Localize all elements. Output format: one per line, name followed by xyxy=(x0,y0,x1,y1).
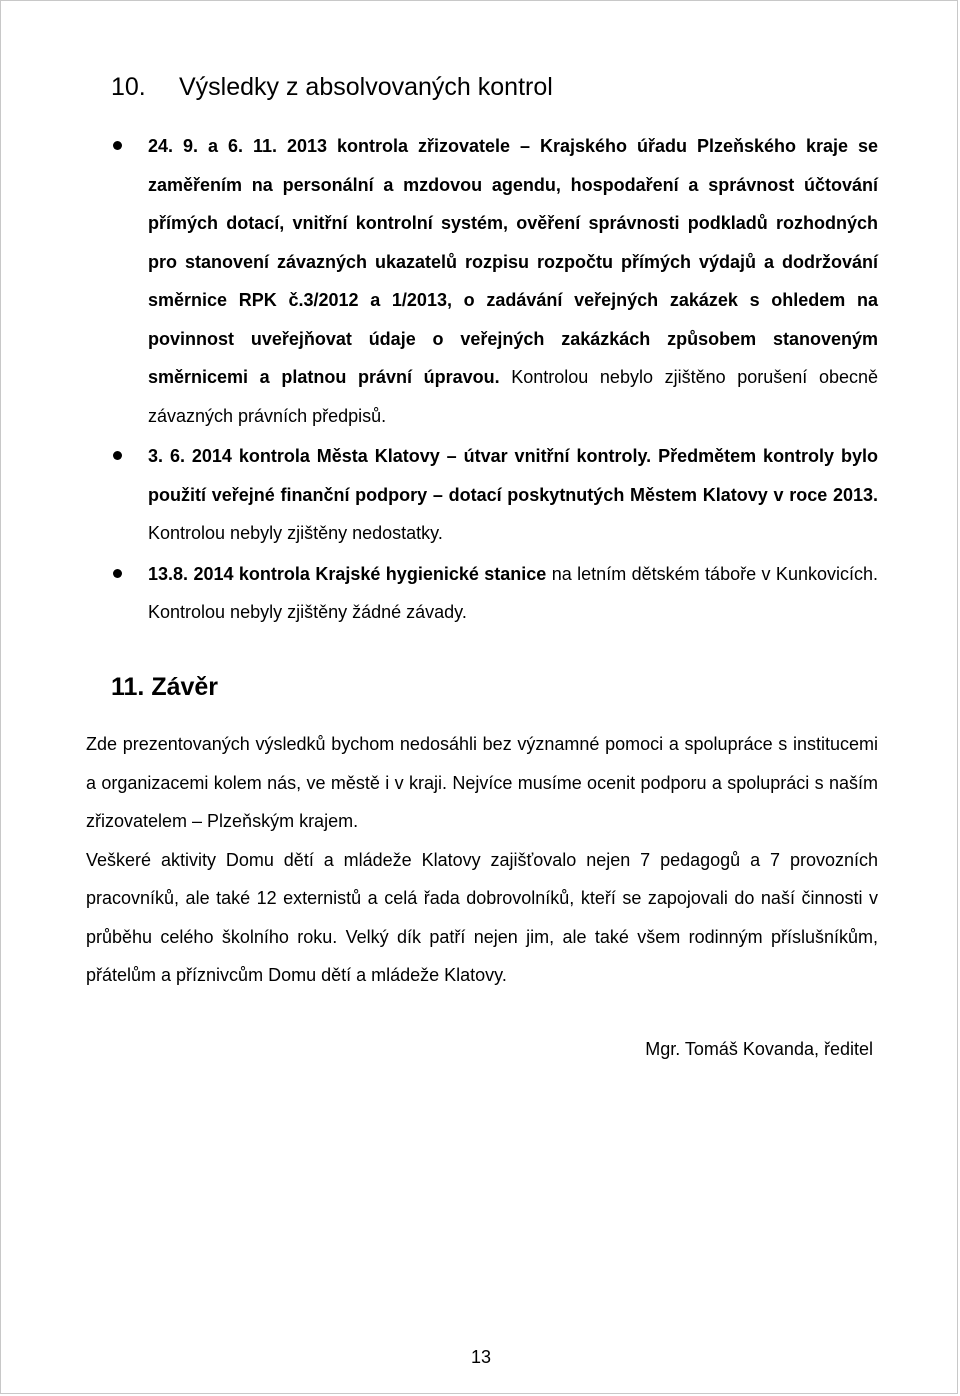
conclusion-paragraph-1: Zde prezentovaných výsledků bychom nedosáhli bez významné pomoci a spolupráce s institucemi a organizacemi kolem nás, ve městě i v kraji. Nejvíce musíme ocenit podporu a spolupráci s naším zřizovatelem – Plzeňským krajem. xyxy=(86,734,878,831)
list-item-text xyxy=(148,555,878,632)
list-item xyxy=(1,127,878,435)
list-item-bold-text: 3. 6. 2014 kontrola Města Klatovy – útvar vnitřní kontroly. Předmětem kontroly bylo použití veřejné finanční podpory – dotací poskytnutých Městem Klatovy v roce 2013. xyxy=(148,446,878,505)
section-10-number: 10. xyxy=(111,73,146,101)
conclusion-paragraph-2: Veškeré aktivity Domu dětí a mládeže Klatovy zajišťovalo nejen 7 pedagogů a 7 provozních pracovníků, ale také 12 externistů a celá řada dobrovolníků, kteří se zapojovali do naší činnosti v průběhu celého školního roku. Velký dík patří nejen jim, ale také všem rodinným příslušníkům, přátelům a příznivcům Domu dětí a mládeže Klatovy. xyxy=(86,849,878,985)
page-number: 13 xyxy=(470,1347,492,1367)
list-item-result-text: na letním dětském táboře v Kunkovicích. Kontrolou nebyly zjištěny žádné závady. xyxy=(148,563,878,622)
inspection-list xyxy=(1,127,960,632)
list-item-bold-text: 13.8. 2014 kontrola Krajské hygienické stanice xyxy=(148,563,547,584)
section-10-title: Výsledky z absolvovaných kontrol xyxy=(179,73,553,101)
section-11-title: Závěr xyxy=(151,673,219,701)
bullet-icon xyxy=(113,569,122,578)
list-item-result-text: Kontrolou nebyly zjištěny nedostatky. xyxy=(148,523,443,543)
list-item-text xyxy=(148,127,878,435)
list-item xyxy=(1,555,878,632)
list-item-text xyxy=(148,437,878,553)
bullet-icon xyxy=(113,141,122,150)
bullet-icon xyxy=(113,451,122,460)
list-item-result-text: Kontrolou nebylo zjištěno porušení obecně závazných právních předpisů. xyxy=(148,367,878,426)
signature: Mgr. Tomáš Kovanda, ředitel xyxy=(645,1039,873,1059)
list-item-bold-text: 24. 9. a 6. 11. 2013 kontrola zřizovatele – Krajského úřadu Plzeňského kraje se zaměřením na personální a mzdovou agendu, hospodaření a správnost účtování přímých dotací, vnitřní kontrolní systém, ověření správnosti podkladů rozhodných pro stanovení závazných ukazatelů rozpisu rozpočtu přímých výdajů a dodržování směrnice RPK č.3/2012 a 1/2013, o zadávání veřejných zakázek s ohledem na povinnost uveřejňovat údaje o veřejných zakázkách způsobem stanoveným směrnicemi a platnou právní úpravou. xyxy=(148,136,878,387)
section-11-number: 11. xyxy=(111,673,145,701)
section-10-heading xyxy=(111,73,553,102)
section-11-heading xyxy=(111,673,218,702)
list-item xyxy=(1,437,878,553)
conclusion-body xyxy=(86,725,878,995)
